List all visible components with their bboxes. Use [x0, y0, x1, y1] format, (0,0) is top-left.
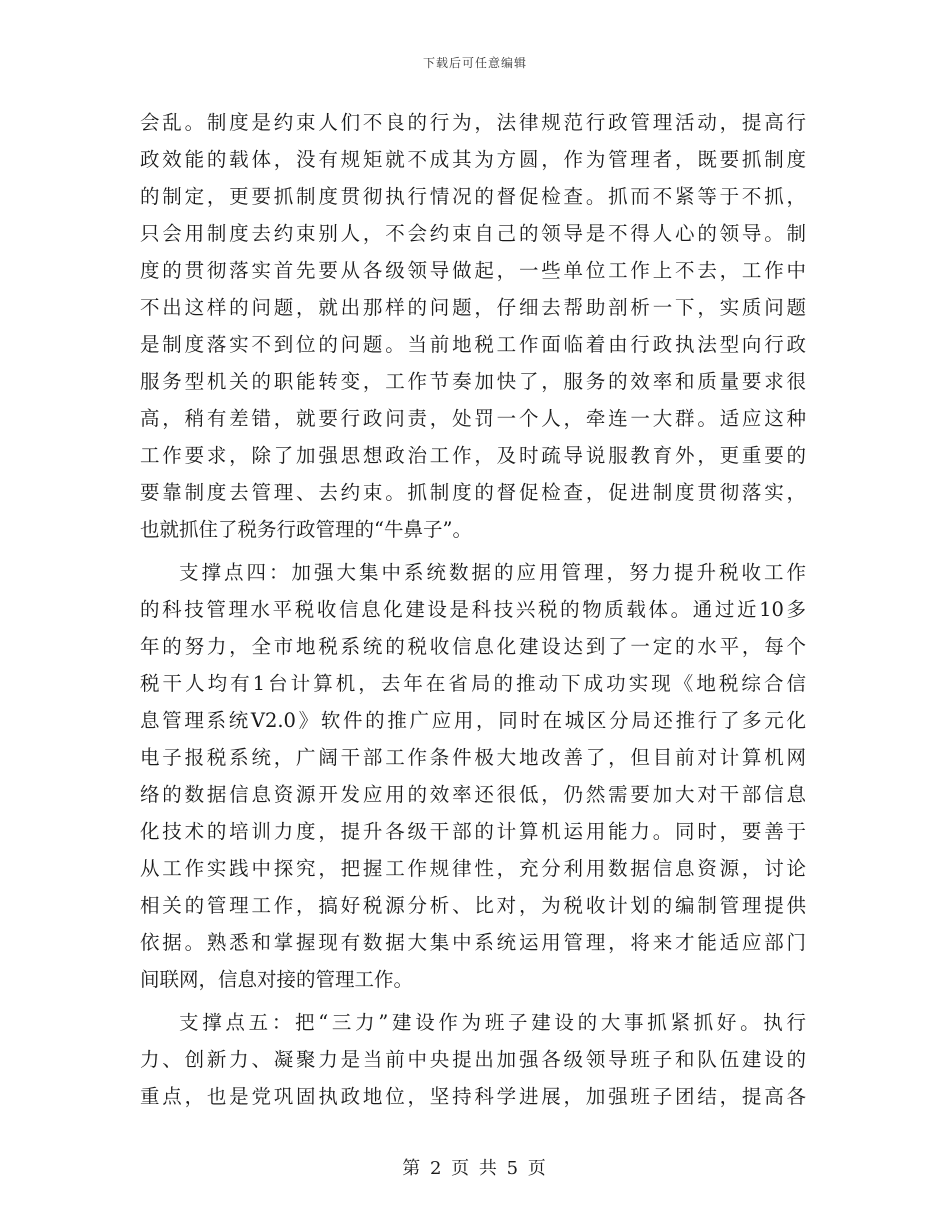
text-line: 重点，也是党巩固执政地位，坚持科学进展，加强班子团结，提高各	[140, 1085, 806, 1108]
text-line: 的科技管理水平税收信息化建设是科技兴税的物质载体。通过近10多	[140, 598, 806, 621]
text-line: 也就抓住了税务行政管理的“牛鼻子”。	[140, 518, 472, 541]
text-line: 工作要求，除了加强思想政治工作，及时疏导说服教育外，更重要的	[140, 444, 806, 467]
text-line: 不出这样的问题，就出那样的问题，仔细去帮助剖析一下，实质问题	[140, 296, 806, 319]
text-line: 化技术的培训力度，提升各级干部的计算机运用能力。同时，要善于	[140, 820, 806, 843]
paragraph	[140, 104, 806, 548]
text-line: 依据。熟悉和掌握现有数据大集中系统运用管理，将来才能适应部门	[140, 931, 806, 954]
paragraph	[140, 554, 806, 998]
text-line: 支撑点五：把“三力”建设作为班子建设的大事抓紧抓好。执行	[179, 1011, 806, 1034]
text-line: 度的贯彻落实首先要从各级领导做起，一些单位工作上不去，工作中	[140, 259, 806, 282]
text-line: 是制度落实不到位的问题。当前地税工作面临着由行政执法型向行政	[140, 333, 806, 356]
text-line: 从工作实践中探究，把握工作规律性，充分利用数据信息资源，讨论	[140, 857, 806, 880]
text-line: 会乱。制度是约束人们不良的行为，法律规范行政管理活动，提高行	[140, 111, 806, 134]
text-line: 税干人均有1台计算机，去年在省局的推动下成功实现《地税综合信	[140, 672, 806, 695]
page-number: 第 2 页 共 5 页	[402, 1158, 548, 1179]
text-line: 相关的管理工作，搞好税源分析、比对，为税收计划的编制管理提供	[140, 894, 806, 917]
text-line: 服务型机关的职能转变，工作节奏加快了，服务的效率和质量要求很	[140, 370, 806, 393]
text-line: 要靠制度去管理、去约束。抓制度的督促检查，促进制度贯彻落实，	[140, 481, 806, 504]
text-line: 电子报税系统，广阔干部工作条件极大地改善了，但目前对计算机网	[140, 746, 806, 769]
text-line: 支撑点四：加强大集中系统数据的应用管理，努力提升税收工作	[179, 561, 806, 584]
text-line: 息管理系统V2.0》软件的推广应用，同时在城区分局还推行了多元化	[140, 709, 806, 732]
text-line: 间联网，信息对接的管理工作。	[140, 968, 414, 991]
text-line: 政效能的载体，没有规矩就不成其为方圆，作为管理者，既要抓制度	[140, 148, 806, 171]
document-body	[140, 104, 806, 1115]
text-line: 力、创新力、凝聚力是当前中央提出加强各级领导班子和队伍建设的	[140, 1048, 806, 1071]
page-header: 下载后可任意编辑	[422, 56, 527, 70]
text-line: 年的努力，全市地税系统的税收信息化建设达到了一定的水平，每个	[140, 635, 806, 658]
text-line: 高，稍有差错，就要行政问责，处罚一个人，牵连一大群。适应这种	[140, 407, 806, 430]
text-line: 络的数据信息资源开发应用的效率还很低，仍然需要加大对干部信息	[140, 783, 806, 806]
text-line: 的制定，更要抓制度贯彻执行情况的督促检查。抓而不紧等于不抓，	[140, 185, 806, 208]
text-line: 只会用制度去约束别人，不会约束自己的领导是不得人心的领导。制	[140, 222, 806, 245]
paragraph	[140, 1004, 806, 1115]
